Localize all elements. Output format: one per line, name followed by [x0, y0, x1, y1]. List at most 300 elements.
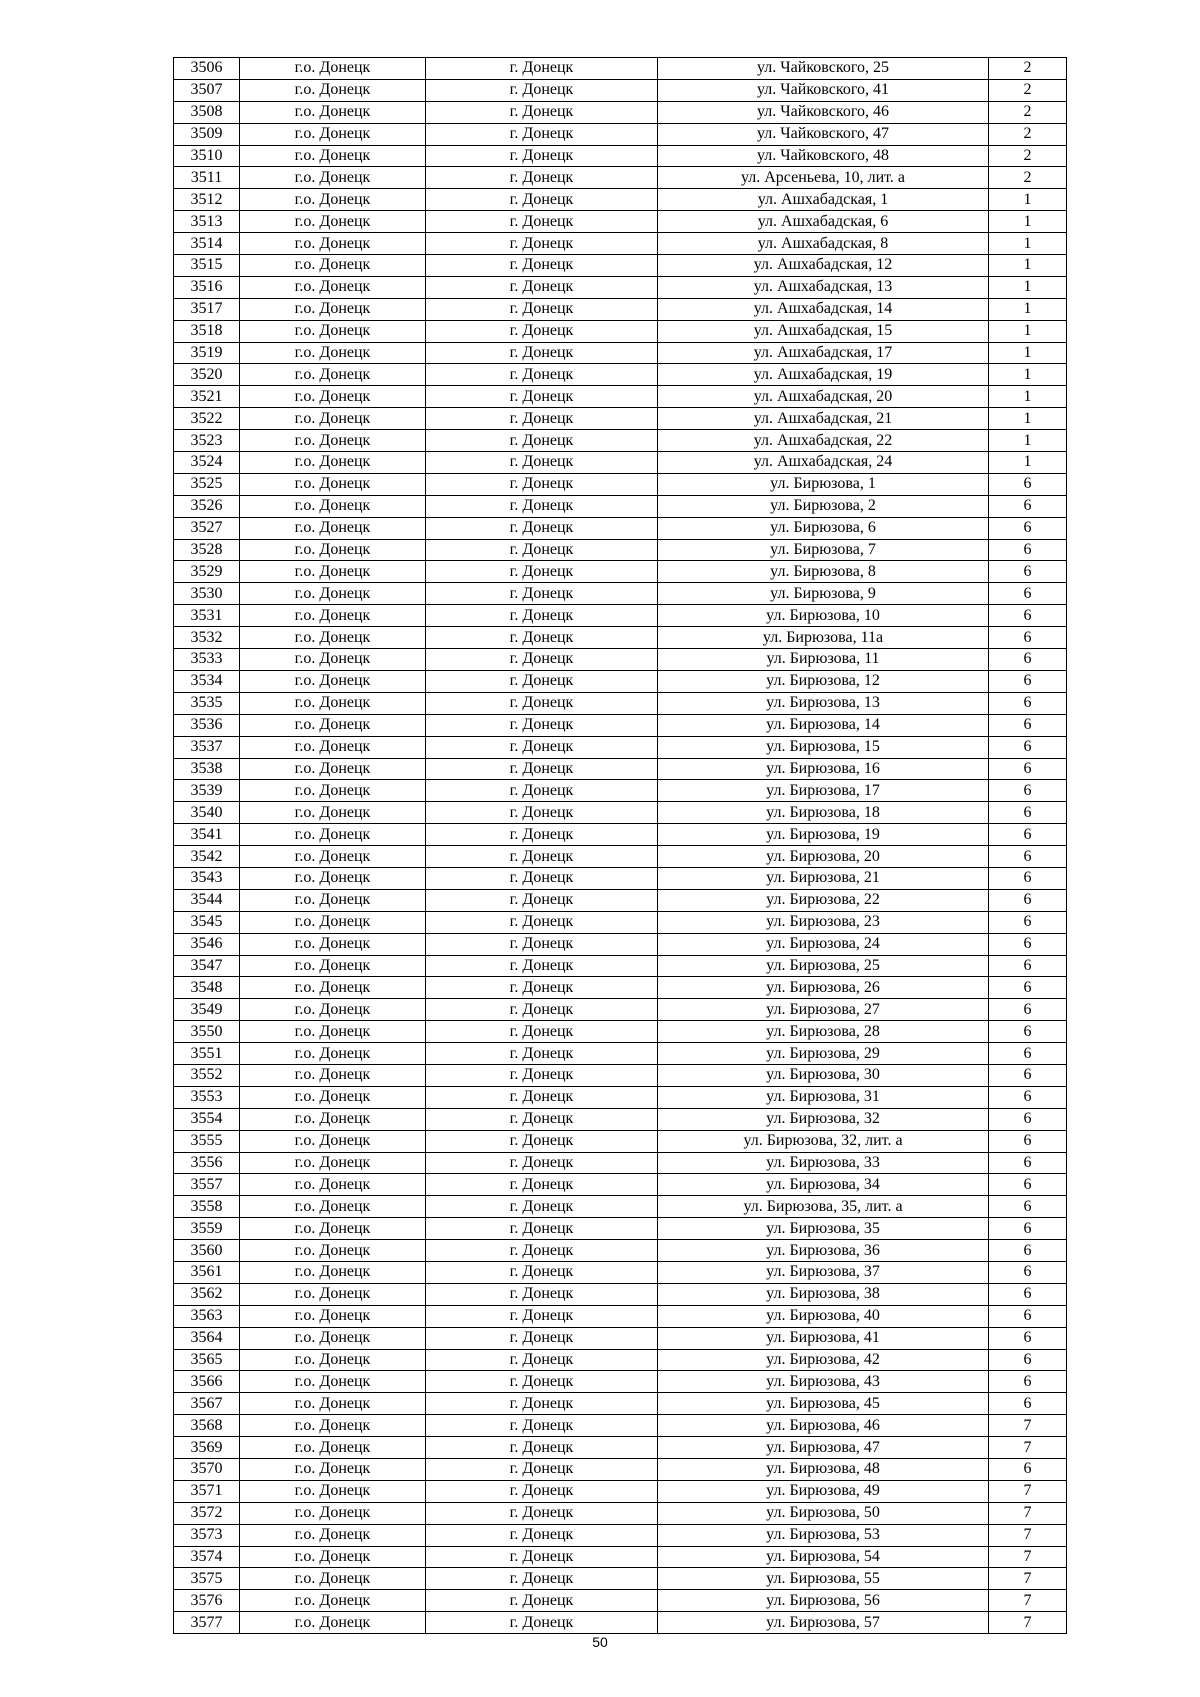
category-cell: 7: [989, 1590, 1067, 1612]
address-cell: ул. Бирюзова, 41: [658, 1327, 989, 1349]
address-cell: ул. Бирюзова, 19: [658, 824, 989, 846]
category-cell: 6: [989, 911, 1067, 933]
table-row: [174, 101, 1067, 123]
category-cell: 6: [989, 889, 1067, 911]
table-row: [174, 495, 1067, 517]
table-row: [174, 473, 1067, 495]
address-cell: ул. Бирюзова, 30: [658, 1064, 989, 1086]
table-row: [174, 255, 1067, 277]
address-cell: ул. Бирюзова, 22: [658, 889, 989, 911]
table-row: [174, 824, 1067, 846]
city-cell: г. Донецк: [426, 867, 658, 889]
address-cell: ул. Бирюзова, 29: [658, 1043, 989, 1065]
row-number-cell: 3570: [174, 1459, 240, 1481]
page-number: 50: [592, 1634, 608, 1650]
table-row: [174, 1568, 1067, 1590]
district-cell: г.о. Донецк: [240, 561, 426, 583]
address-cell: ул. Бирюзова, 46: [658, 1415, 989, 1437]
category-cell: 6: [989, 473, 1067, 495]
city-cell: г. Донецк: [426, 1086, 658, 1108]
category-cell: 7: [989, 1568, 1067, 1590]
table-row: [174, 167, 1067, 189]
table-row: [174, 605, 1067, 627]
district-cell: г.о. Донецк: [240, 364, 426, 386]
table-row: [174, 780, 1067, 802]
row-number-cell: 3529: [174, 561, 240, 583]
table-row: [174, 276, 1067, 298]
city-cell: г. Донецк: [426, 802, 658, 824]
city-cell: г. Донецк: [426, 452, 658, 474]
category-cell: 6: [989, 539, 1067, 561]
district-cell: г.о. Донецк: [240, 320, 426, 342]
city-cell: г. Донецк: [426, 1283, 658, 1305]
category-cell: 6: [989, 649, 1067, 671]
category-cell: 6: [989, 736, 1067, 758]
city-cell: г. Донецк: [426, 342, 658, 364]
district-cell: г.о. Донецк: [240, 955, 426, 977]
city-cell: г. Донецк: [426, 320, 658, 342]
row-number-cell: 3567: [174, 1393, 240, 1415]
district-cell: г.о. Донецк: [240, 824, 426, 846]
row-number-cell: 3506: [174, 58, 240, 80]
row-number-cell: 3528: [174, 539, 240, 561]
table-row: [174, 1393, 1067, 1415]
category-cell: 2: [989, 145, 1067, 167]
category-cell: 6: [989, 824, 1067, 846]
table-row: [174, 1130, 1067, 1152]
city-cell: г. Донецк: [426, 977, 658, 999]
address-cell: ул. Ашхабадская, 20: [658, 386, 989, 408]
category-cell: 1: [989, 211, 1067, 233]
district-cell: г.о. Донецк: [240, 1261, 426, 1283]
district-cell: г.о. Донецк: [240, 670, 426, 692]
row-number-cell: 3512: [174, 189, 240, 211]
row-number-cell: 3521: [174, 386, 240, 408]
address-cell: ул. Арсеньева, 10, лит. а: [658, 167, 989, 189]
address-cell: ул. Ашхабадская, 6: [658, 211, 989, 233]
table-row: [174, 1021, 1067, 1043]
table-row: [174, 955, 1067, 977]
district-cell: г.о. Донецк: [240, 802, 426, 824]
district-cell: г.о. Донецк: [240, 1590, 426, 1612]
table-row: [174, 1305, 1067, 1327]
table-row: [174, 342, 1067, 364]
category-cell: 6: [989, 867, 1067, 889]
category-cell: 7: [989, 1546, 1067, 1568]
address-cell: ул. Чайковского, 41: [658, 79, 989, 101]
district-cell: г.о. Донецк: [240, 714, 426, 736]
row-number-cell: 3565: [174, 1349, 240, 1371]
table-row: [174, 1174, 1067, 1196]
address-cell: ул. Бирюзова, 34: [658, 1174, 989, 1196]
district-cell: г.о. Донецк: [240, 1459, 426, 1481]
city-cell: г. Донецк: [426, 145, 658, 167]
row-number-cell: 3513: [174, 211, 240, 233]
row-number-cell: 3543: [174, 867, 240, 889]
table-row: [174, 1590, 1067, 1612]
city-cell: г. Донецк: [426, 1064, 658, 1086]
city-cell: г. Донецк: [426, 101, 658, 123]
category-cell: 6: [989, 1349, 1067, 1371]
table-row: [174, 320, 1067, 342]
category-cell: 6: [989, 605, 1067, 627]
address-cell: ул. Ашхабадская, 13: [658, 276, 989, 298]
district-cell: г.о. Донецк: [240, 1196, 426, 1218]
district-cell: г.о. Донецк: [240, 101, 426, 123]
city-cell: г. Донецк: [426, 758, 658, 780]
category-cell: 6: [989, 495, 1067, 517]
category-cell: 2: [989, 167, 1067, 189]
table-row: [174, 1502, 1067, 1524]
row-number-cell: 3566: [174, 1371, 240, 1393]
city-cell: г. Донецк: [426, 1612, 658, 1634]
address-cell: ул. Бирюзова, 45: [658, 1393, 989, 1415]
row-number-cell: 3537: [174, 736, 240, 758]
row-number-cell: 3571: [174, 1480, 240, 1502]
city-cell: г. Донецк: [426, 1305, 658, 1327]
district-cell: г.о. Донецк: [240, 692, 426, 714]
category-cell: 6: [989, 1305, 1067, 1327]
district-cell: г.о. Донецк: [240, 1108, 426, 1130]
address-cell: ул. Бирюзова, 16: [658, 758, 989, 780]
table-row: [174, 517, 1067, 539]
category-cell: 6: [989, 802, 1067, 824]
district-cell: г.о. Донецк: [240, 189, 426, 211]
city-cell: г. Донецк: [426, 714, 658, 736]
row-number-cell: 3544: [174, 889, 240, 911]
category-cell: 1: [989, 189, 1067, 211]
category-cell: 6: [989, 692, 1067, 714]
city-cell: г. Донецк: [426, 1437, 658, 1459]
city-cell: г. Донецк: [426, 824, 658, 846]
address-cell: ул. Бирюзова, 37: [658, 1261, 989, 1283]
row-number-cell: 3531: [174, 605, 240, 627]
category-cell: 1: [989, 342, 1067, 364]
row-number-cell: 3518: [174, 320, 240, 342]
city-cell: г. Донецк: [426, 911, 658, 933]
district-cell: г.о. Донецк: [240, 1043, 426, 1065]
row-number-cell: 3516: [174, 276, 240, 298]
district-cell: г.о. Донецк: [240, 1502, 426, 1524]
table-row: [174, 1043, 1067, 1065]
city-cell: г. Донецк: [426, 780, 658, 802]
district-cell: г.о. Донецк: [240, 1393, 426, 1415]
city-cell: г. Донецк: [426, 933, 658, 955]
table-row: [174, 386, 1067, 408]
district-cell: г.о. Донецк: [240, 1152, 426, 1174]
table-row: [174, 911, 1067, 933]
row-number-cell: 3560: [174, 1240, 240, 1262]
address-cell: ул. Ашхабадская, 24: [658, 452, 989, 474]
table-row: [174, 539, 1067, 561]
address-cell: ул. Бирюзова, 31: [658, 1086, 989, 1108]
district-cell: г.о. Донецк: [240, 1480, 426, 1502]
category-cell: 1: [989, 364, 1067, 386]
address-cell: ул. Бирюзова, 10: [658, 605, 989, 627]
district-cell: г.о. Донецк: [240, 736, 426, 758]
category-cell: 6: [989, 1240, 1067, 1262]
category-cell: 6: [989, 1459, 1067, 1481]
district-cell: г.о. Донецк: [240, 780, 426, 802]
row-number-cell: 3574: [174, 1546, 240, 1568]
table-row: [174, 583, 1067, 605]
table-row: [174, 1459, 1067, 1481]
category-cell: 7: [989, 1415, 1067, 1437]
table-row: [174, 649, 1067, 671]
district-cell: г.о. Донецк: [240, 79, 426, 101]
district-cell: г.о. Донецк: [240, 649, 426, 671]
category-cell: 6: [989, 561, 1067, 583]
district-cell: г.о. Донецк: [240, 1218, 426, 1240]
table-row: [174, 999, 1067, 1021]
city-cell: г. Донецк: [426, 1021, 658, 1043]
table-row: [174, 802, 1067, 824]
address-cell: ул. Бирюзова, 15: [658, 736, 989, 758]
district-cell: г.о. Донецк: [240, 233, 426, 255]
category-cell: 2: [989, 79, 1067, 101]
address-cell: ул. Бирюзова, 26: [658, 977, 989, 999]
category-cell: 1: [989, 276, 1067, 298]
district-cell: г.о. Донецк: [240, 758, 426, 780]
district-cell: г.о. Донецк: [240, 1021, 426, 1043]
city-cell: г. Донецк: [426, 1108, 658, 1130]
district-cell: г.о. Донецк: [240, 1130, 426, 1152]
category-cell: 7: [989, 1612, 1067, 1634]
address-cell: ул. Ашхабадская, 21: [658, 408, 989, 430]
city-cell: г. Донецк: [426, 408, 658, 430]
category-cell: 6: [989, 1174, 1067, 1196]
district-cell: г.о. Донецк: [240, 1371, 426, 1393]
table-row: [174, 1283, 1067, 1305]
district-cell: г.о. Донецк: [240, 145, 426, 167]
city-cell: г. Донецк: [426, 473, 658, 495]
category-cell: 1: [989, 452, 1067, 474]
address-cell: ул. Бирюзова, 40: [658, 1305, 989, 1327]
address-cell: ул. Бирюзова, 32: [658, 1108, 989, 1130]
table-row: [174, 189, 1067, 211]
address-cell: ул. Бирюзова, 35, лит. а: [658, 1196, 989, 1218]
address-cell: ул. Бирюзова, 55: [658, 1568, 989, 1590]
city-cell: г. Донецк: [426, 233, 658, 255]
category-cell: 6: [989, 627, 1067, 649]
category-cell: 6: [989, 1283, 1067, 1305]
row-number-cell: 3573: [174, 1524, 240, 1546]
row-number-cell: 3525: [174, 473, 240, 495]
district-cell: г.о. Донецк: [240, 58, 426, 80]
address-cell: ул. Чайковского, 25: [658, 58, 989, 80]
district-cell: г.о. Донецк: [240, 1568, 426, 1590]
city-cell: г. Донецк: [426, 255, 658, 277]
district-cell: г.о. Донецк: [240, 933, 426, 955]
row-number-cell: 3561: [174, 1261, 240, 1283]
table-row: [174, 364, 1067, 386]
table-row: [174, 561, 1067, 583]
address-cell: ул. Ашхабадская, 14: [658, 298, 989, 320]
address-cell: ул. Бирюзова, 11: [658, 649, 989, 671]
address-cell: ул. Ашхабадская, 15: [658, 320, 989, 342]
district-cell: г.о. Донецк: [240, 1524, 426, 1546]
row-number-cell: 3527: [174, 517, 240, 539]
address-cell: ул. Ашхабадская, 22: [658, 430, 989, 452]
address-cell: ул. Бирюзова, 9: [658, 583, 989, 605]
row-number-cell: 3535: [174, 692, 240, 714]
district-cell: г.о. Донецк: [240, 583, 426, 605]
row-number-cell: 3572: [174, 1502, 240, 1524]
district-cell: г.о. Донецк: [240, 430, 426, 452]
table-row: [174, 714, 1067, 736]
district-cell: г.о. Донецк: [240, 1612, 426, 1634]
city-cell: г. Донецк: [426, 1524, 658, 1546]
category-cell: 6: [989, 1021, 1067, 1043]
address-cell: ул. Ашхабадская, 17: [658, 342, 989, 364]
row-number-cell: 3549: [174, 999, 240, 1021]
address-cell: ул. Бирюзова, 56: [658, 1590, 989, 1612]
row-number-cell: 3507: [174, 79, 240, 101]
table-row: [174, 867, 1067, 889]
address-cell: ул. Бирюзова, 2: [658, 495, 989, 517]
city-cell: г. Донецк: [426, 1371, 658, 1393]
address-cell: ул. Ашхабадская, 1: [658, 189, 989, 211]
city-cell: г. Донецк: [426, 605, 658, 627]
category-cell: 6: [989, 780, 1067, 802]
district-cell: г.о. Донецк: [240, 408, 426, 430]
city-cell: г. Донецк: [426, 736, 658, 758]
table-row: [174, 1086, 1067, 1108]
city-cell: г. Донецк: [426, 583, 658, 605]
row-number-cell: 3564: [174, 1327, 240, 1349]
city-cell: г. Донецк: [426, 1218, 658, 1240]
table-row: [174, 1152, 1067, 1174]
row-number-cell: 3559: [174, 1218, 240, 1240]
table-row: [174, 627, 1067, 649]
table-row: [174, 1437, 1067, 1459]
category-cell: 7: [989, 1524, 1067, 1546]
city-cell: г. Донецк: [426, 1480, 658, 1502]
row-number-cell: 3562: [174, 1283, 240, 1305]
address-cell: ул. Бирюзова, 50: [658, 1502, 989, 1524]
row-number-cell: 3524: [174, 452, 240, 474]
address-cell: ул. Ашхабадская, 19: [658, 364, 989, 386]
table-row: [174, 430, 1067, 452]
table-row: [174, 1108, 1067, 1130]
address-cell: ул. Бирюзова, 12: [658, 670, 989, 692]
table-row: [174, 889, 1067, 911]
address-cell: ул. Бирюзова, 28: [658, 1021, 989, 1043]
address-cell: ул. Бирюзова, 43: [658, 1371, 989, 1393]
category-cell: 6: [989, 670, 1067, 692]
city-cell: г. Донецк: [426, 846, 658, 868]
city-cell: г. Донецк: [426, 167, 658, 189]
row-number-cell: 3545: [174, 911, 240, 933]
address-cell: ул. Бирюзова, 33: [658, 1152, 989, 1174]
row-number-cell: 3550: [174, 1021, 240, 1043]
district-cell: г.о. Донецк: [240, 276, 426, 298]
address-cell: ул. Бирюзова, 1: [658, 473, 989, 495]
district-cell: г.о. Донецк: [240, 342, 426, 364]
address-cell: ул. Бирюзова, 25: [658, 955, 989, 977]
category-cell: 6: [989, 1108, 1067, 1130]
address-cell: ул. Бирюзова, 18: [658, 802, 989, 824]
address-cell: ул. Бирюзова, 38: [658, 1283, 989, 1305]
table-row: [174, 1218, 1067, 1240]
table-row: [174, 123, 1067, 145]
table-row: [174, 1240, 1067, 1262]
city-cell: г. Донецк: [426, 1261, 658, 1283]
address-cell: ул. Бирюзова, 20: [658, 846, 989, 868]
table-row: [174, 758, 1067, 780]
category-cell: 6: [989, 1371, 1067, 1393]
category-cell: 1: [989, 430, 1067, 452]
row-number-cell: 3577: [174, 1612, 240, 1634]
district-cell: г.о. Донецк: [240, 999, 426, 1021]
district-cell: г.о. Донецк: [240, 1546, 426, 1568]
table-row: [174, 79, 1067, 101]
row-number-cell: 3556: [174, 1152, 240, 1174]
table-row: [174, 846, 1067, 868]
table-row: [174, 452, 1067, 474]
table-row: [174, 1524, 1067, 1546]
address-cell: ул. Бирюзова, 14: [658, 714, 989, 736]
table-row: [174, 692, 1067, 714]
row-number-cell: 3515: [174, 255, 240, 277]
address-cell: ул. Бирюзова, 35: [658, 1218, 989, 1240]
category-cell: 7: [989, 1437, 1067, 1459]
city-cell: г. Донецк: [426, 1590, 658, 1612]
city-cell: г. Донецк: [426, 58, 658, 80]
district-cell: г.о. Донецк: [240, 386, 426, 408]
table-row: [174, 1349, 1067, 1371]
city-cell: г. Донецк: [426, 1568, 658, 1590]
district-cell: г.о. Донецк: [240, 1086, 426, 1108]
row-number-cell: 3557: [174, 1174, 240, 1196]
city-cell: г. Донецк: [426, 517, 658, 539]
row-number-cell: 3536: [174, 714, 240, 736]
table-row: [174, 1480, 1067, 1502]
category-cell: 6: [989, 1086, 1067, 1108]
city-cell: г. Донецк: [426, 692, 658, 714]
row-number-cell: 3558: [174, 1196, 240, 1218]
row-number-cell: 3534: [174, 670, 240, 692]
district-cell: г.о. Донецк: [240, 1327, 426, 1349]
address-cell: ул. Бирюзова, 36: [658, 1240, 989, 1262]
category-cell: 6: [989, 977, 1067, 999]
table-row: [174, 408, 1067, 430]
address-cell: ул. Бирюзова, 8: [658, 561, 989, 583]
district-cell: г.о. Донецк: [240, 167, 426, 189]
row-number-cell: 3520: [174, 364, 240, 386]
category-cell: 1: [989, 320, 1067, 342]
city-cell: г. Донецк: [426, 955, 658, 977]
city-cell: г. Донецк: [426, 889, 658, 911]
row-number-cell: 3563: [174, 1305, 240, 1327]
city-cell: г. Донецк: [426, 1459, 658, 1481]
city-cell: г. Донецк: [426, 649, 658, 671]
city-cell: г. Донецк: [426, 1043, 658, 1065]
row-number-cell: 3575: [174, 1568, 240, 1590]
city-cell: г. Донецк: [426, 495, 658, 517]
district-cell: г.о. Донецк: [240, 1283, 426, 1305]
category-cell: 6: [989, 1152, 1067, 1174]
address-cell: ул. Чайковского, 46: [658, 101, 989, 123]
row-number-cell: 3569: [174, 1437, 240, 1459]
category-cell: 2: [989, 123, 1067, 145]
row-number-cell: 3514: [174, 233, 240, 255]
row-number-cell: 3508: [174, 101, 240, 123]
category-cell: 6: [989, 1130, 1067, 1152]
address-table: [173, 57, 1067, 1634]
category-cell: 6: [989, 1261, 1067, 1283]
city-cell: г. Донецк: [426, 561, 658, 583]
